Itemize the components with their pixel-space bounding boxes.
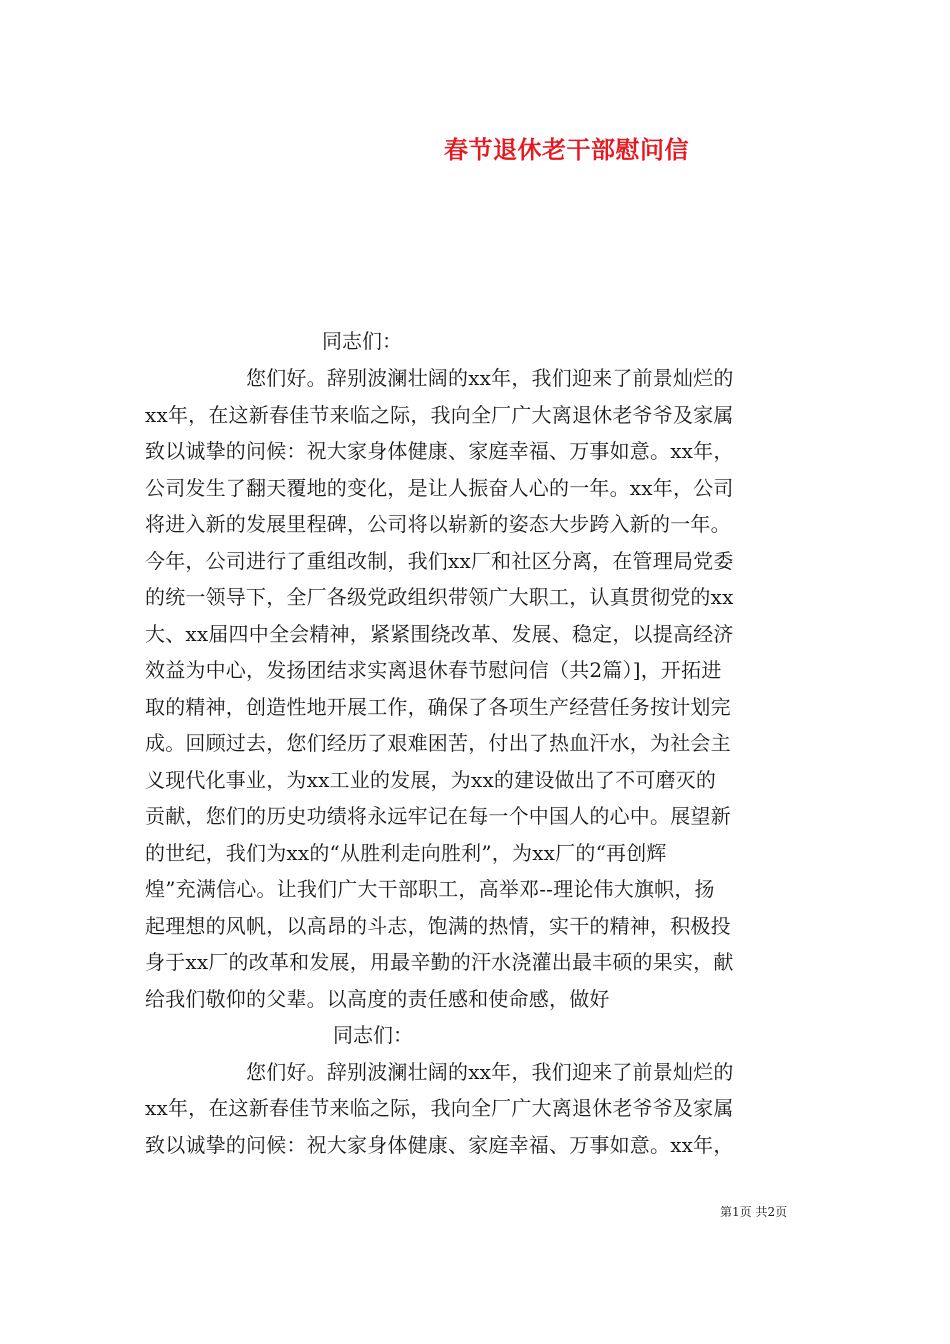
body-line: 您们好。辞别波澜壮阔的xx年，我们迎来了前景灿烂的 [246,366,734,390]
salutation-repeat: 同志们： [333,1023,413,1047]
body-line: 成。回顾过去，您们经历了艰难困苦，付出了热血汗水，为社会主 [145,731,731,755]
body-line: 煌”充满信心。让我们广大干部职工，高举邓--理论伟大旗帜，扬 [145,877,715,901]
body-line: 效益为中心，发扬团结求实离退休春节慰问信（共2篇）]，开拓进 [145,658,722,682]
body-line: 的统一领导下，全厂各级党政组织带领广大职工，认真贯彻党的xx [145,585,734,609]
body-line: 义现代化事业，为xx工业的发展，为xx的建设做出了不可磨灭的 [145,768,717,792]
body-line: 起理想的风帆，以高昂的斗志，饱满的热情，实干的精神，积极投 [145,914,731,938]
body-line: xx年，在这新春佳节来临之际，我向全厂广大离退休老爷爷及家属 [145,403,734,427]
body-line: 身于xx厂的改革和发展，用最辛勤的汗水浇灌出最丰硕的果实，献 [145,950,734,974]
body-line: xx年，在这新春佳节来临之际，我向全厂广大离退休老爷爷及家属 [145,1096,734,1120]
body-line: 致以诚挚的问候：祝大家身体健康、家庭幸福、万事如意。xx年， [145,439,734,463]
salutation: 同志们： [322,329,402,353]
body-line: 将进入新的发展里程碑，公司将以崭新的姿态大步跨入新的一年。 [145,512,731,536]
body-line: 给我们敬仰的父辈。以高度的责任感和使命感，做好 [145,987,610,1011]
body-line: 您们好。辞别波澜壮阔的xx年，我们迎来了前景灿烂的 [246,1060,734,1084]
body-line: 今年，公司进行了重组改制，我们xx厂和社区分离，在管理局党委 [145,549,734,573]
body-line: 的世纪，我们为xx的“从胜利走向胜利”，为xx厂的“再创辉 [145,841,667,865]
body-line: 贡献，您们的历史功绩将永远牢记在每一个中国人的心中。展望新 [145,804,731,828]
body-line: 公司发生了翻天覆地的变化，是让人振奋人心的一年。xx年，公司 [145,476,734,500]
document-title: 春节退休老干部慰问信 [444,135,689,164]
body-line: 大、xx届四中全会精神，紧紧围绕改革、发展、稳定，以提高经济 [145,622,734,646]
body-line: 取的精神，创造性地开展工作，确保了各项生产经营任务按计划完 [145,695,731,719]
body-line: 致以诚挚的问候：祝大家身体健康、家庭幸福、万事如意。xx年， [145,1133,734,1157]
page-number: 第1页 共2页 [720,1205,788,1219]
